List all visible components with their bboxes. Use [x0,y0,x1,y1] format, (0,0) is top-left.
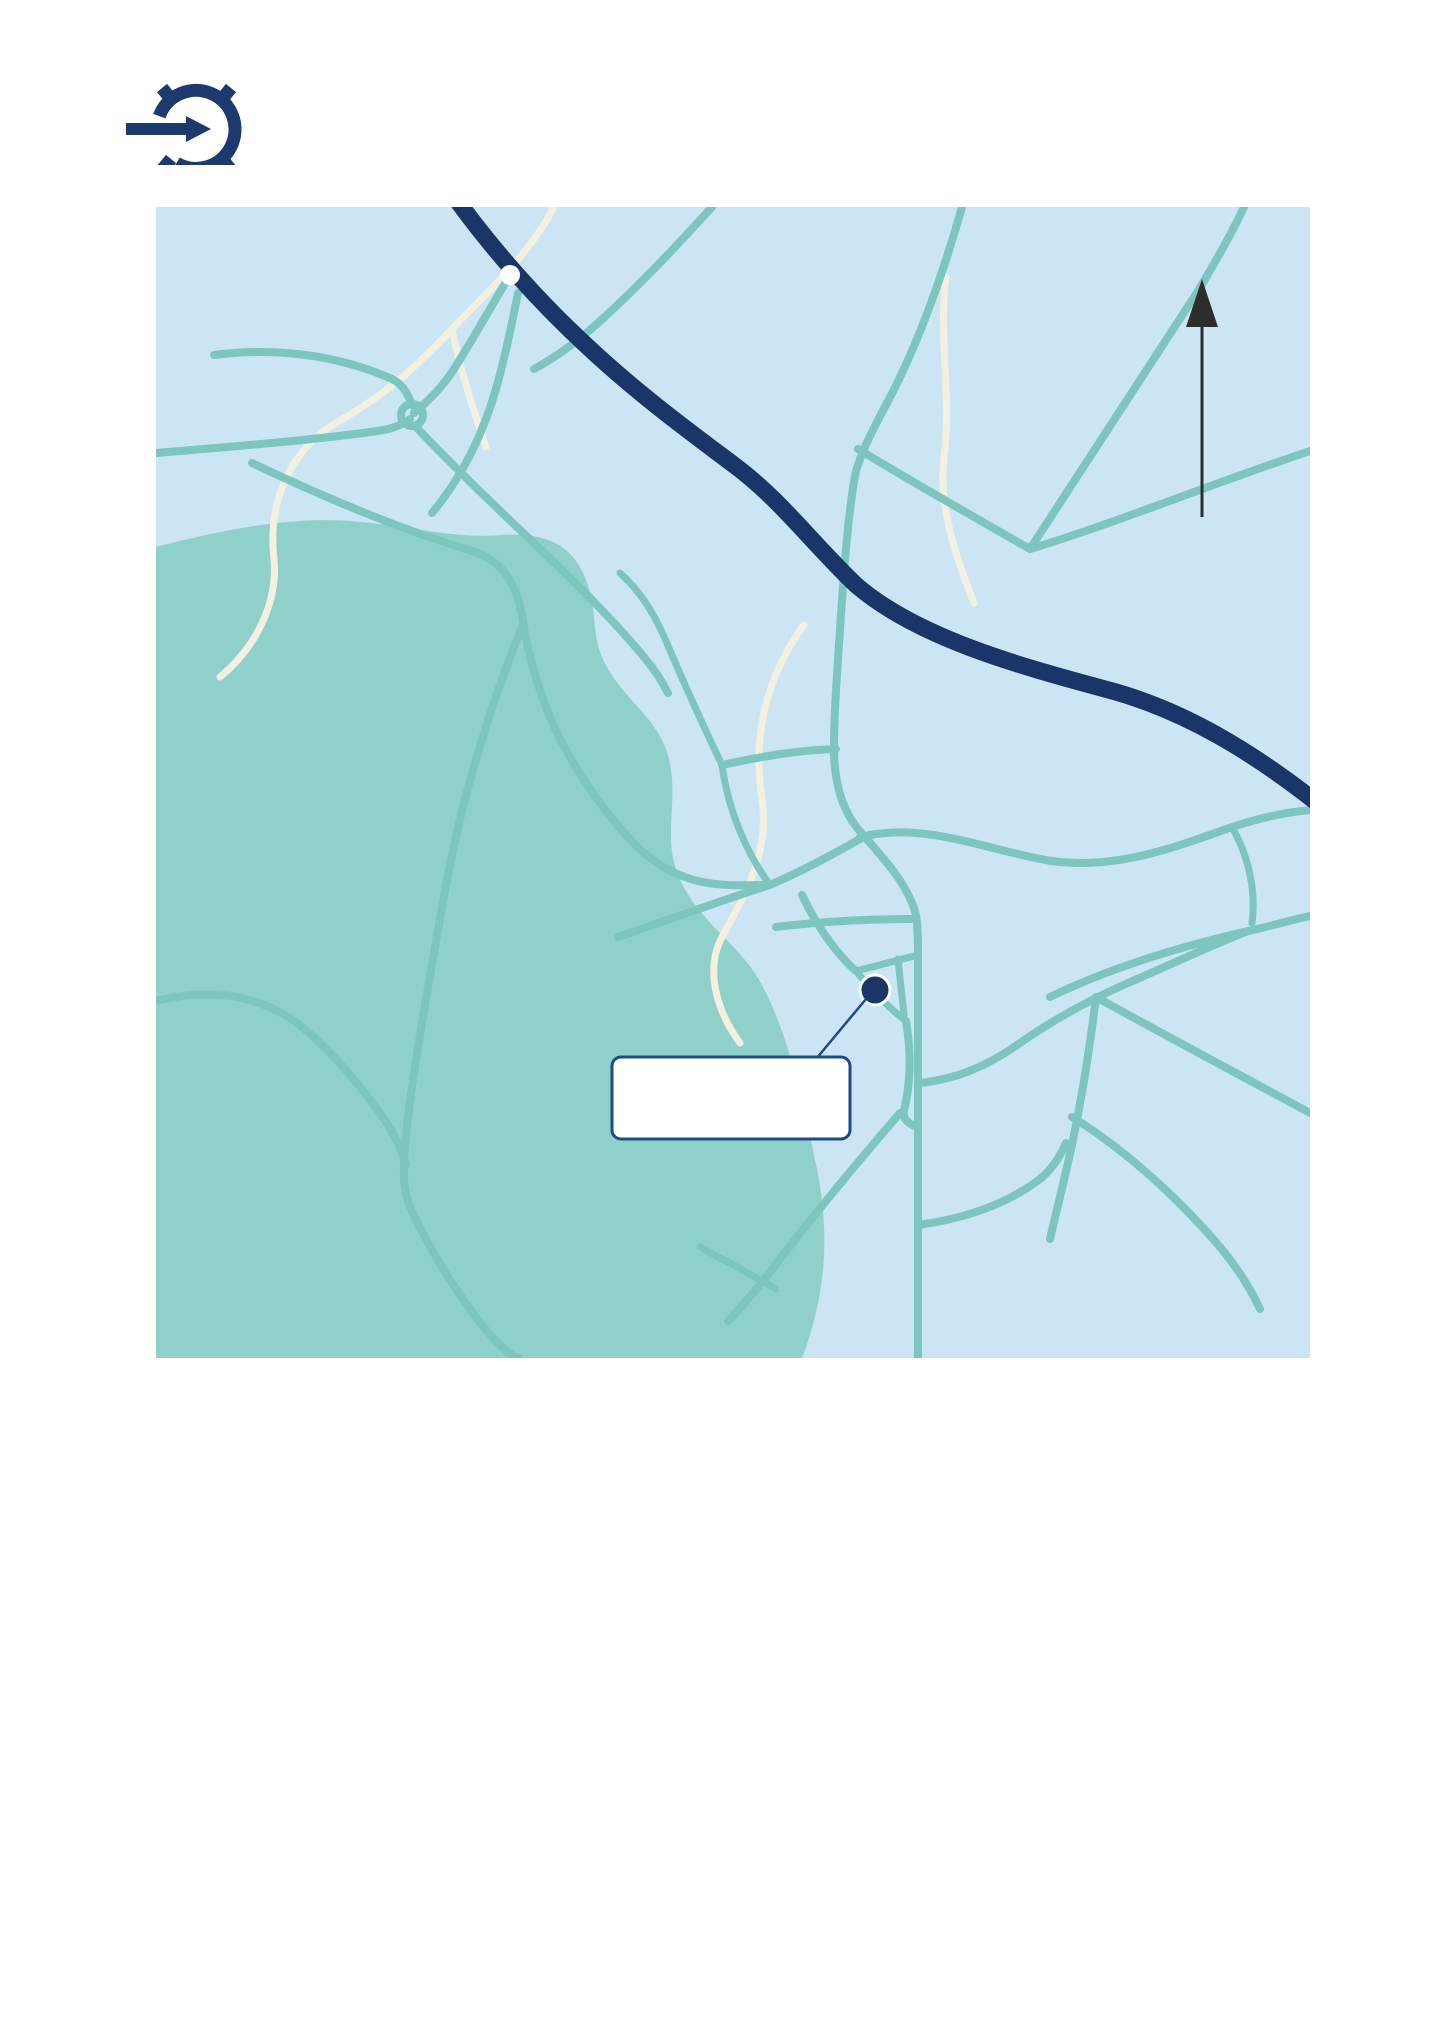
site-map [156,207,1310,1358]
motorway-exit-dot [500,265,520,285]
oge-logo-icon [112,55,442,165]
revision-note [1385,1218,1401,1368]
callout-box [612,1057,850,1139]
arrow-icon [126,116,211,142]
map-canvas [156,207,1310,1358]
oge-logo [112,55,442,165]
